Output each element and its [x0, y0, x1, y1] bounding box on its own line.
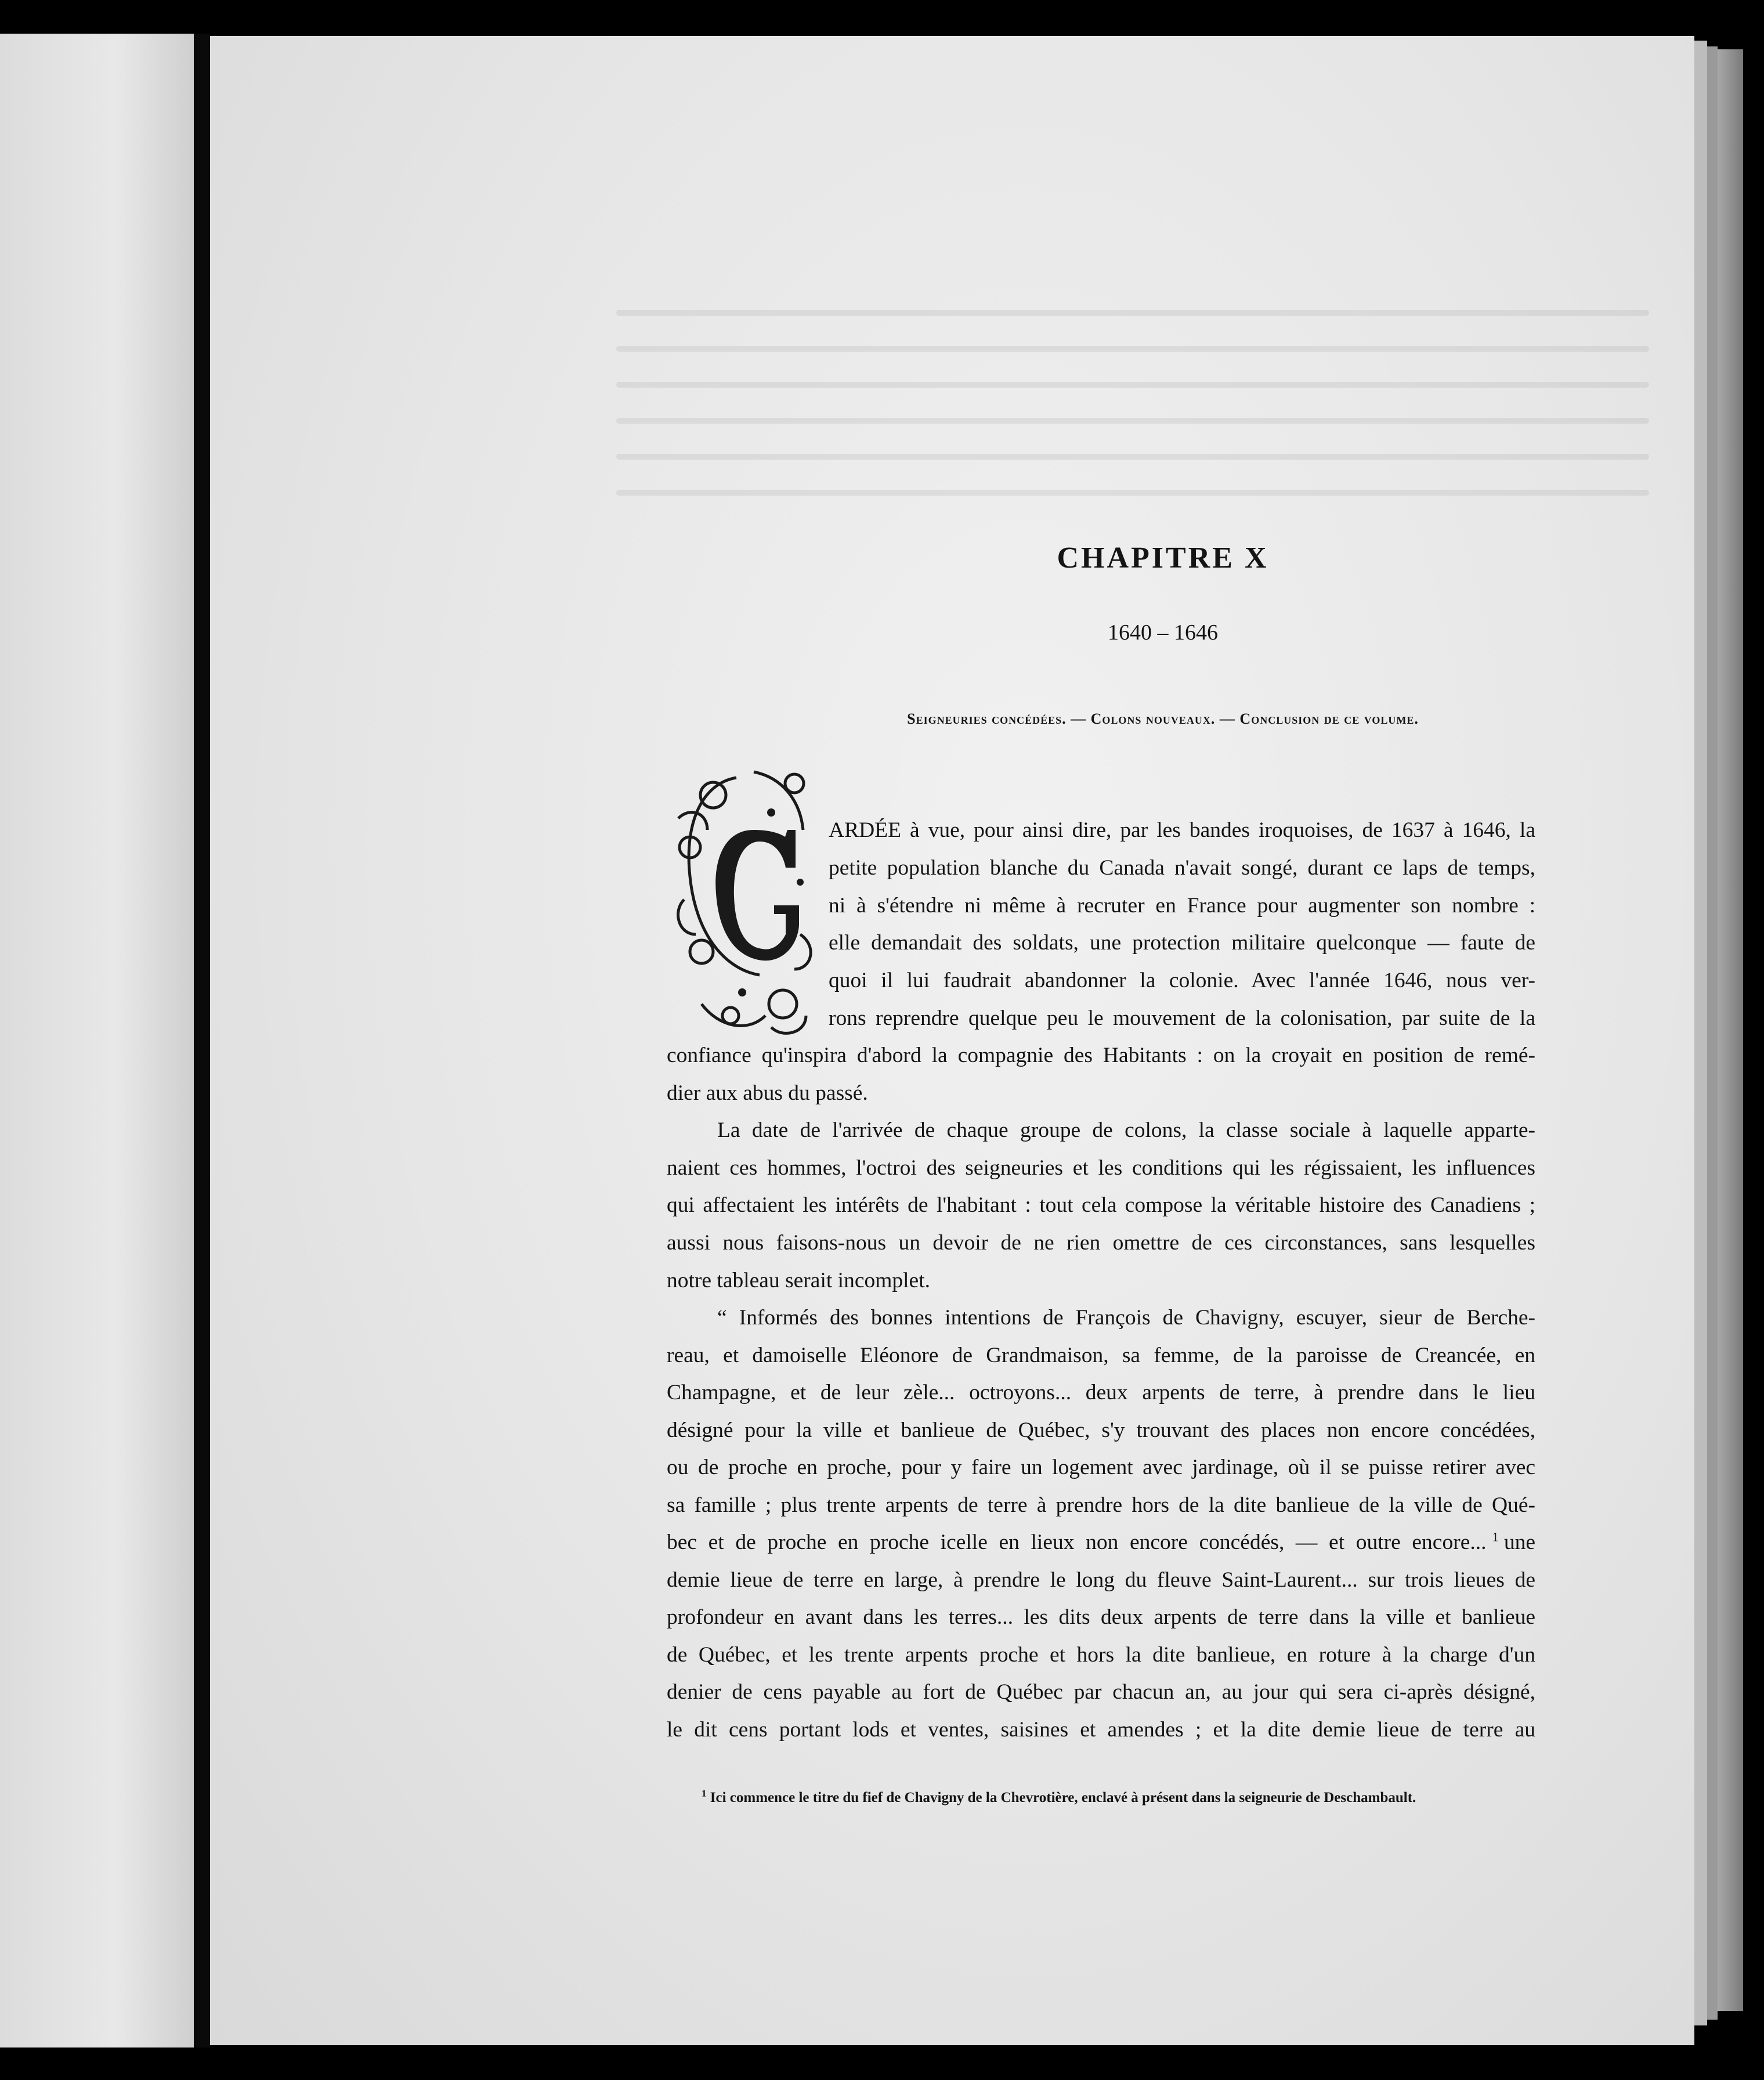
book-page — [210, 36, 1694, 2045]
show-through-text — [616, 280, 1649, 523]
text-line-14: “ Informés des bonnes intentions de François de Chavigny, escuyer, sieur de Berche- — [717, 1306, 1535, 1330]
text-line-17: désigné pour la ville et banlieue de Québec, s'y trouvant des places non encore concédées, — [667, 1418, 1535, 1442]
chapter-summary: Seigneuries concédées. — Colons nouveaux. — Conclusion de ce volume. — [907, 710, 1419, 727]
text-line-20-main: bec et de proche en proche icelle en lieux non encore concédés, — et outre encore... — [667, 1530, 1487, 1554]
text-line-20 — [667, 1529, 1535, 1556]
footnote-reference: 1 — [1492, 1529, 1499, 1544]
text-line-13: notre tableau serait incomplet. — [667, 1269, 930, 1292]
text-line-16: Champagne, et de leur zèle... octroyons... deux arpents de terre, à prendre dans le lieu — [667, 1381, 1535, 1404]
text-line-5: quoi il lui faudrait abandonner la colonie. Avec l'année 1646, nous ver- — [829, 969, 1535, 992]
scan-border-bottom — [0, 2048, 1764, 2080]
text-line-10: naient ces hommes, l'octroi des seigneuries et les conditions qui les régissaient, les influences — [667, 1156, 1535, 1180]
text-line-12: aussi nous faisons-nous un devoir de ne rien omettre de ces circonstances, sans lesquelles — [667, 1231, 1535, 1255]
text-line-4: elle demandait des soldats, une protection militaire quelconque — faute de — [829, 931, 1535, 955]
text-line-19: sa famille ; plus trente arpents de terre à prendre hors de la dite banlieue de la ville de Qué- — [667, 1493, 1535, 1517]
page-edge — [1707, 46, 1718, 2020]
text-line-18: ou de proche en proche, pour y faire un logement avec jardinage, où il se puisse retirer avec — [667, 1456, 1535, 1479]
footnote-marker: 1 — [702, 1788, 707, 1799]
text-line-20-end — [1492, 1529, 1535, 1556]
text-line-8: dier aux abus du passé. — [667, 1081, 868, 1105]
chapter-title: CHAPITRE X — [1057, 541, 1269, 575]
footnote — [702, 1790, 1688, 1806]
scan-border-top — [0, 0, 1764, 34]
text-line-6: rons reprendre quelque peu le mouvement de la colonisation, par suite de la — [829, 1006, 1535, 1030]
text-line-2: petite population blanche du Canada n'avait songé, durant ce laps de temps, — [829, 856, 1535, 880]
text-line-25: le dit cens portant lods et ventes, saisines et amendes ; et la dite demie lieue de terre au — [667, 1718, 1535, 1742]
text-line-7: confiance qu'inspira d'abord la compagnie des Habitants : on la croyait en position de remé- — [667, 1043, 1535, 1067]
page-edge — [1694, 41, 1707, 2025]
text-line-11: qui affectaient les intérêts de l'habitant : tout cela compose la véritable histoire des Canadiens ; — [667, 1193, 1535, 1217]
chapter-dates: 1640 – 1646 — [1108, 620, 1218, 645]
text-line-23: de Québec, et les trente arpents proche et hors la dite banlieue, en roture à la charge d'un — [667, 1643, 1535, 1667]
text-line-22: profondeur en avant dans les terres... les dits deux arpents de terre dans la ville et banlieue — [667, 1605, 1535, 1629]
book-gutter — [194, 34, 210, 2048]
text-line-15: reau, et damoiselle Eléonore de Grandmaison, sa femme, de la paroisse de Creancée, en — [667, 1344, 1535, 1367]
footnote-text: Ici commence le titre du fief de Chavigny de la Chevrotière, enclavé à présent dans la seigneurie de Deschambault. — [710, 1790, 1416, 1805]
text-line-20-tail: une — [1503, 1530, 1535, 1554]
facing-page — [0, 34, 194, 2048]
text-line-1: ARDÉE à vue, pour ainsi dire, par les bandes iroquoises, de 1637 à 1646, la — [829, 818, 1535, 842]
text-line-21: demie lieue de terre en large, à prendre le long du fleuve Saint-Laurent... sur trois lieues de — [667, 1568, 1535, 1592]
text-line-3: ni à s'étendre ni même à recruter en France pour augmenter son nombre : — [829, 894, 1535, 918]
ornamental-initial-g — [667, 760, 819, 1045]
book-cover-edge — [1718, 49, 1743, 2011]
text-line-9: La date de l'arrivée de chaque groupe de colons, la classe sociale à laquelle apparte- — [717, 1118, 1535, 1142]
text-line-24: denier de cens payable au fort de Québec par chacun an, au jour qui sera ci-après désigné, — [667, 1680, 1535, 1704]
